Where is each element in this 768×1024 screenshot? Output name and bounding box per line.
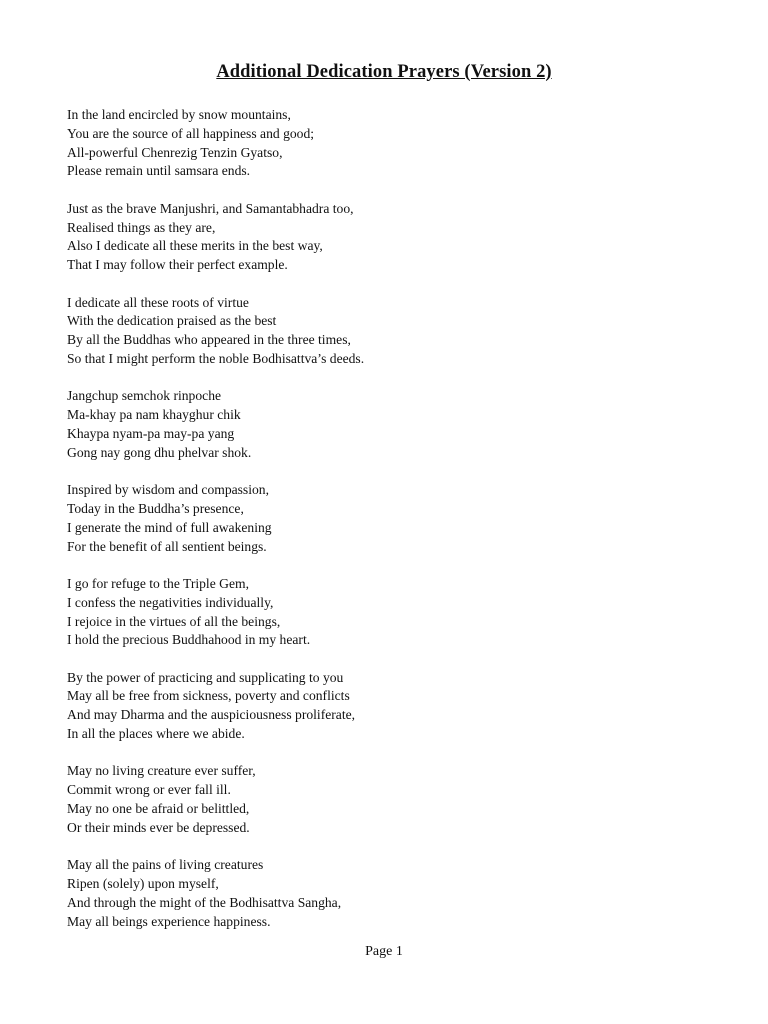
verse-line: Realised things as they are, (67, 219, 216, 235)
verse-line: By the power of practicing and supplicating to you (67, 669, 344, 685)
verse-line: By all the Buddhas who appeared in the three times, (67, 332, 351, 348)
verse-line: And may Dharma and the auspiciousness proliferate, (67, 707, 356, 723)
verse-line: Ma-khay pa nam khayghur chik (67, 407, 241, 423)
verse-line: Also I dedicate all these merits in the best way, (67, 238, 323, 254)
verse-line: Khaypa nyam-pa may-pa yang (67, 425, 235, 441)
prayer-body (67, 106, 717, 950)
verse-line: May all be free from sickness, poverty and conflicts (67, 688, 350, 704)
verse-line: Please remain until samsara ends. (67, 163, 251, 179)
verse-line: I dedicate all these roots of virtue (67, 294, 249, 310)
verse-line: That I may follow their perfect example. (67, 257, 288, 273)
verse-line: Jangchup semchok rinpoche (67, 388, 222, 404)
stanza-9 (67, 856, 717, 931)
verse-line: I hold the precious Buddhahood in my heart. (67, 632, 311, 648)
verse-line: With the dedication praised as the best (67, 313, 277, 329)
verse-line: Ripen (solely) upon myself, (67, 876, 219, 892)
page-number: Page 1 (365, 944, 403, 959)
verse-line: So that I might perform the noble Bodhisattva’s deeds. (67, 350, 365, 366)
verse-line: In the land encircled by snow mountains, (67, 107, 291, 122)
verse-line: Just as the brave Manjushri, and Samantabhadra too, (67, 200, 354, 216)
stanza-1 (67, 106, 717, 181)
verse-line: May no living creature ever suffer, (67, 763, 256, 779)
verse-line: Commit wrong or ever fall ill. (67, 782, 231, 798)
verse-line: May all beings experience happiness. (67, 913, 271, 929)
stanza-6 (67, 575, 717, 650)
verse-line: Today in the Buddha’s presence, (67, 500, 244, 516)
verse-line: Inspired by wisdom and compassion, (67, 482, 269, 498)
stanza-4 (67, 387, 717, 462)
verse-line: I rejoice in the virtues of all the beings, (67, 613, 281, 629)
stanza-3 (67, 294, 717, 369)
stanza-8 (67, 762, 717, 837)
verse-line: I generate the mind of full awakening (67, 519, 272, 535)
verse-line: In all the places where we abide. (67, 726, 245, 742)
stanza-7 (67, 669, 717, 744)
verse-line: For the benefit of all sentient beings. (67, 538, 267, 554)
verse-line: You are the source of all happiness and good; (67, 125, 315, 141)
verse-line: May no one be afraid or belittled, (67, 801, 250, 817)
verse-line: All-powerful Chenrezig Tenzin Gyatso, (67, 144, 283, 160)
stanza-5 (67, 481, 717, 556)
verse-line: May all the pains of living creatures (67, 857, 264, 873)
page-title: Additional Dedication Prayers (Version 2) (216, 62, 552, 82)
verse-line: Gong nay gong dhu phelvar shok. (67, 444, 252, 460)
verse-line: I confess the negativities individually, (67, 594, 274, 610)
verse-line: I go for refuge to the Triple Gem, (67, 575, 249, 591)
verse-line: Or their minds ever be depressed. (67, 819, 250, 835)
stanza-2 (67, 200, 717, 275)
verse-line: And through the might of the Bodhisattva Sangha, (67, 894, 342, 910)
